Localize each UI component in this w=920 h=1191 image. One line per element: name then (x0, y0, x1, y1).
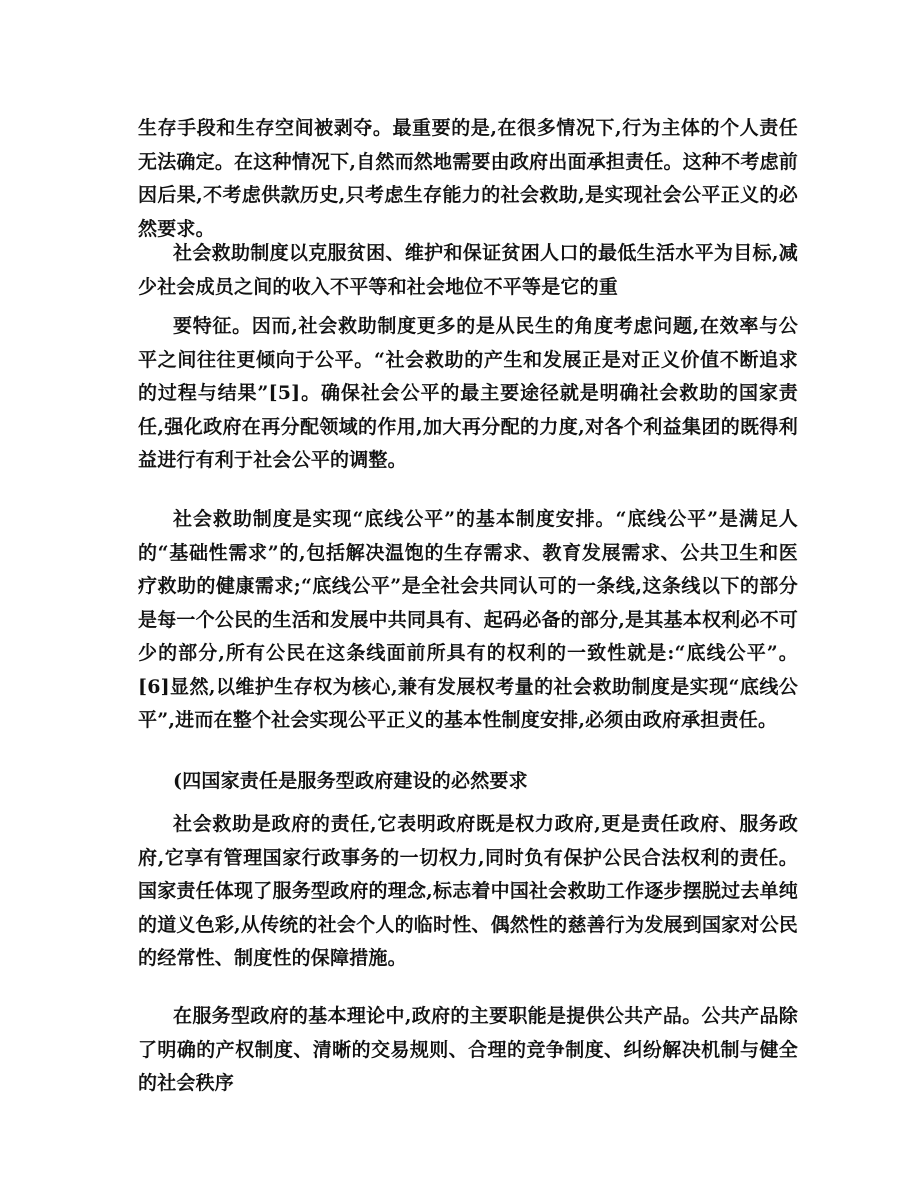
paragraph-social-assistance-goal: 社会救助制度以克服贫困、维护和保证贫困人口的最低生活水平为目标,减少社会成员之间的收入不平等和社会地位不平等是它的重 (138, 242, 798, 298)
paragraph-continuation: 生存手段和生存空间被剥夺。最重要的是,在很多情况下,行为主体的个人责任无法确定。在这种情况下,自然而然地需要由政府出面承担责任。这种不考虑前因后果,不考虑供款历史,只考虑生存能力的社会救助,是实现社会公平正义的必然要求。 (138, 117, 798, 240)
paragraph-fairness-efficiency: 要特征。因而,社会救助制度更多的是从民生的角度考虑问题,在效率与公平之间往往更倾向于公平。“社会救助的产生和发展正是对正义价值不断追求的过程与结果”[5]。确保社会公平的最主要途径就是明确社会救助的国家责任,强化政府在再分配领域的作用,加大再分配的力度,对各个利益集团的既得利益进行有利于社会公平的调整。 (138, 315, 798, 471)
section-heading: (四国家责任是服务型政府建设的必然要求 (173, 770, 528, 792)
paragraph-public-goods: 在服务型政府的基本理论中,政府的主要职能是提供公共产品。公共产品除了明确的产权制度、清晰的交易规则、合理的竞争制度、纠纷解决机制与健全的社会秩序 (138, 1005, 798, 1094)
paragraph-baseline-fairness: 社会救助制度是实现“底线公平”的基本制度安排。“底线公平”是满足人的“基础性需求”的,包括解决温饱的生存需求、教育发展需求、公共卫生和医疗救助的健康需求;“底线公平”是全社会共同认可的一条线,这条线以下的部分是每一个公民的生活和发展中共同具有、起码必备的部分,是其基本权利必不可少的部分,所有公民在这条线面前所具有的权利的一致性就是:“底线公平”。[6]显然,以维护生存权为核心,兼有发展权考量的社会救助制度是实现“底线公平”,进而在整个社会实现公平正义的基本性制度安排,必须由政府承担责任。 (138, 508, 798, 731)
paragraph-government-responsibility: 社会救助是政府的责任,它表明政府既是权力政府,更是责任政府、服务政府,它享有管理国家行政事务的一切权力,同时负有保护公民合法权利的责任。国家责任体现了服务型政府的理念,标志着中国社会救助工作逐步摆脱过去单纯的道义色彩,从传统的社会个人的临时性、偶然性的慈善行为发展到国家对公民的经常性、制度性的保障措施。 (138, 813, 798, 969)
